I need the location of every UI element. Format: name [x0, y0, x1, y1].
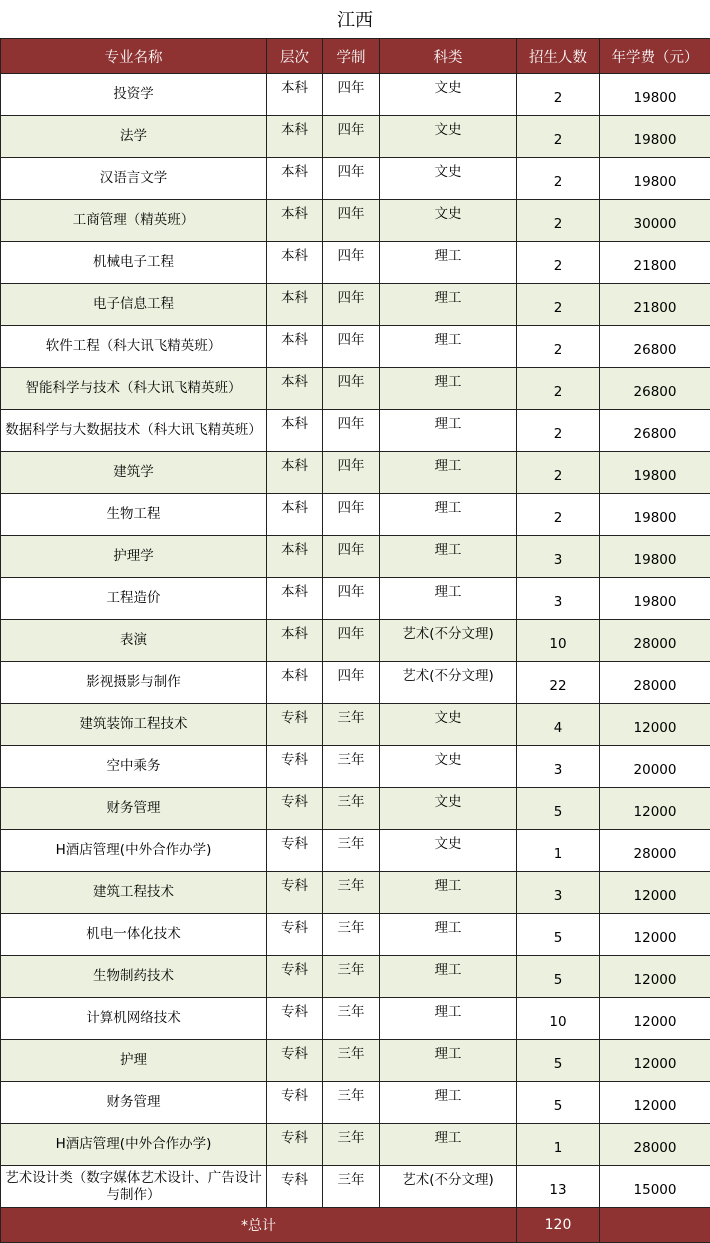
cell-level: 本科: [267, 74, 323, 116]
enrollment-table: [0, 38, 710, 1243]
cell-fee: 28000: [600, 662, 710, 704]
header-duration: 学制: [323, 39, 380, 74]
cell-category: 理工: [380, 998, 517, 1040]
cell-count: 2: [517, 200, 600, 242]
cell-major: 数据科学与大数据技术（科大讯飞精英班）: [1, 410, 267, 452]
cell-level: 本科: [267, 242, 323, 284]
cell-major: H酒店管理(中外合作办学): [1, 830, 267, 872]
cell-count: 10: [517, 998, 600, 1040]
cell-fee: 12000: [600, 1082, 710, 1124]
cell-fee: 20000: [600, 746, 710, 788]
header-row: [1, 39, 710, 74]
table-row: [1, 1082, 710, 1124]
table-row: [1, 452, 710, 494]
cell-duration: 三年: [323, 872, 380, 914]
cell-count: 5: [517, 914, 600, 956]
cell-duration: 四年: [323, 284, 380, 326]
cell-count: 22: [517, 662, 600, 704]
cell-duration: 四年: [323, 368, 380, 410]
cell-level: 专科: [267, 1040, 323, 1082]
cell-category: 文史: [380, 74, 517, 116]
cell-count: 3: [517, 536, 600, 578]
cell-count: 1: [517, 830, 600, 872]
cell-duration: 四年: [323, 158, 380, 200]
cell-duration: 四年: [323, 662, 380, 704]
header-fee: 年学费（元）: [600, 39, 710, 74]
cell-major: 工商管理（精英班）: [1, 200, 267, 242]
cell-fee: 19800: [600, 494, 710, 536]
cell-count: 5: [517, 956, 600, 998]
cell-level: 专科: [267, 1166, 323, 1208]
cell-fee: 12000: [600, 872, 710, 914]
cell-count: 5: [517, 788, 600, 830]
cell-duration: 三年: [323, 1082, 380, 1124]
table-row: [1, 200, 710, 242]
table-row: [1, 956, 710, 998]
cell-duration: 三年: [323, 956, 380, 998]
cell-category: 文史: [380, 200, 517, 242]
cell-duration: 三年: [323, 830, 380, 872]
cell-category: 理工: [380, 494, 517, 536]
cell-major: 财务管理: [1, 1082, 267, 1124]
cell-major: 机械电子工程: [1, 242, 267, 284]
cell-category: 理工: [380, 326, 517, 368]
cell-duration: 四年: [323, 242, 380, 284]
total-count: 120: [517, 1208, 600, 1243]
cell-category: 文史: [380, 830, 517, 872]
table-row: [1, 1166, 710, 1208]
cell-count: 3: [517, 872, 600, 914]
cell-major: 计算机网络技术: [1, 998, 267, 1040]
cell-major: 护理: [1, 1040, 267, 1082]
cell-duration: 三年: [323, 998, 380, 1040]
cell-count: 2: [517, 326, 600, 368]
cell-category: 理工: [380, 578, 517, 620]
cell-level: 专科: [267, 998, 323, 1040]
cell-fee: 26800: [600, 368, 710, 410]
cell-category: 文史: [380, 704, 517, 746]
cell-fee: 28000: [600, 620, 710, 662]
cell-count: 2: [517, 116, 600, 158]
table-row: [1, 620, 710, 662]
table-row: [1, 998, 710, 1040]
cell-major: 财务管理: [1, 788, 267, 830]
cell-fee: 26800: [600, 326, 710, 368]
cell-count: 2: [517, 410, 600, 452]
table-row: [1, 158, 710, 200]
table-row: [1, 74, 710, 116]
cell-level: 本科: [267, 116, 323, 158]
cell-category: 理工: [380, 1040, 517, 1082]
table-row: [1, 788, 710, 830]
table-row: [1, 830, 710, 872]
cell-duration: 四年: [323, 536, 380, 578]
cell-level: 专科: [267, 746, 323, 788]
cell-level: 本科: [267, 326, 323, 368]
cell-major: 艺术设计类（数字媒体艺术设计、广告设计与制作）: [1, 1166, 267, 1208]
cell-duration: 三年: [323, 788, 380, 830]
cell-duration: 三年: [323, 746, 380, 788]
cell-duration: 四年: [323, 116, 380, 158]
cell-major: 建筑学: [1, 452, 267, 494]
table-row: [1, 746, 710, 788]
cell-fee: 12000: [600, 914, 710, 956]
cell-fee: 19800: [600, 116, 710, 158]
cell-fee: 19800: [600, 74, 710, 116]
cell-level: 专科: [267, 830, 323, 872]
cell-category: 文史: [380, 158, 517, 200]
cell-duration: 四年: [323, 326, 380, 368]
header-count: 招生人数: [517, 39, 600, 74]
cell-count: 5: [517, 1082, 600, 1124]
total-empty: [600, 1208, 710, 1243]
cell-category: 艺术(不分文理): [380, 620, 517, 662]
table-row: [1, 1040, 710, 1082]
cell-fee: 19800: [600, 158, 710, 200]
cell-fee: 15000: [600, 1166, 710, 1208]
cell-level: 本科: [267, 410, 323, 452]
table-row: [1, 284, 710, 326]
sheet-title: 江西: [0, 0, 710, 38]
table-row: [1, 116, 710, 158]
cell-count: 2: [517, 242, 600, 284]
table-row: [1, 536, 710, 578]
cell-level: 本科: [267, 494, 323, 536]
cell-level: 本科: [267, 200, 323, 242]
cell-level: 专科: [267, 1124, 323, 1166]
cell-major: 生物制药技术: [1, 956, 267, 998]
cell-fee: 26800: [600, 410, 710, 452]
cell-category: 理工: [380, 1124, 517, 1166]
cell-duration: 四年: [323, 578, 380, 620]
cell-level: 本科: [267, 662, 323, 704]
cell-level: 专科: [267, 1082, 323, 1124]
table-row: [1, 326, 710, 368]
cell-major: 投资学: [1, 74, 267, 116]
cell-level: 本科: [267, 284, 323, 326]
cell-level: 专科: [267, 956, 323, 998]
cell-duration: 四年: [323, 620, 380, 662]
cell-fee: 21800: [600, 242, 710, 284]
cell-fee: 30000: [600, 200, 710, 242]
cell-level: 本科: [267, 368, 323, 410]
cell-duration: 三年: [323, 704, 380, 746]
cell-count: 4: [517, 704, 600, 746]
cell-category: 理工: [380, 242, 517, 284]
cell-fee: 28000: [600, 1124, 710, 1166]
cell-level: 本科: [267, 578, 323, 620]
cell-count: 2: [517, 74, 600, 116]
cell-duration: 三年: [323, 1166, 380, 1208]
cell-level: 本科: [267, 536, 323, 578]
cell-category: 理工: [380, 956, 517, 998]
cell-category: 艺术(不分文理): [380, 1166, 517, 1208]
cell-major: 法学: [1, 116, 267, 158]
cell-count: 2: [517, 452, 600, 494]
cell-major: 工程造价: [1, 578, 267, 620]
cell-level: 本科: [267, 452, 323, 494]
table-row: [1, 914, 710, 956]
cell-major: H酒店管理(中外合作办学): [1, 1124, 267, 1166]
cell-category: 理工: [380, 1082, 517, 1124]
cell-count: 5: [517, 1040, 600, 1082]
cell-major: 汉语言文学: [1, 158, 267, 200]
cell-major: 机电一体化技术: [1, 914, 267, 956]
table-row: [1, 1124, 710, 1166]
cell-fee: 12000: [600, 956, 710, 998]
cell-major: 建筑装饰工程技术: [1, 704, 267, 746]
cell-major: 影视摄影与制作: [1, 662, 267, 704]
cell-count: 1: [517, 1124, 600, 1166]
cell-category: 理工: [380, 452, 517, 494]
table-row: [1, 410, 710, 452]
table-row: [1, 578, 710, 620]
table-row: [1, 242, 710, 284]
cell-category: 理工: [380, 410, 517, 452]
table-row: [1, 494, 710, 536]
cell-fee: 21800: [600, 284, 710, 326]
cell-count: 3: [517, 746, 600, 788]
cell-major: 建筑工程技术: [1, 872, 267, 914]
cell-duration: 三年: [323, 1124, 380, 1166]
cell-fee: 19800: [600, 536, 710, 578]
cell-count: 10: [517, 620, 600, 662]
cell-count: 2: [517, 368, 600, 410]
cell-fee: 12000: [600, 998, 710, 1040]
cell-level: 本科: [267, 158, 323, 200]
cell-duration: 四年: [323, 410, 380, 452]
header-category: 科类: [380, 39, 517, 74]
cell-count: 13: [517, 1166, 600, 1208]
cell-category: 理工: [380, 536, 517, 578]
cell-category: 文史: [380, 746, 517, 788]
cell-fee: 12000: [600, 788, 710, 830]
header-major: 专业名称: [1, 39, 267, 74]
cell-major: 表演: [1, 620, 267, 662]
cell-major: 软件工程（科大讯飞精英班）: [1, 326, 267, 368]
cell-duration: 四年: [323, 452, 380, 494]
cell-fee: 28000: [600, 830, 710, 872]
cell-category: 理工: [380, 914, 517, 956]
cell-count: 3: [517, 578, 600, 620]
cell-major: 空中乘务: [1, 746, 267, 788]
table-row: [1, 662, 710, 704]
cell-fee: 19800: [600, 452, 710, 494]
cell-level: 专科: [267, 872, 323, 914]
cell-level: 本科: [267, 620, 323, 662]
cell-level: 专科: [267, 914, 323, 956]
cell-duration: 四年: [323, 494, 380, 536]
cell-major: 生物工程: [1, 494, 267, 536]
table-row: [1, 872, 710, 914]
cell-major: 护理学: [1, 536, 267, 578]
cell-duration: 四年: [323, 200, 380, 242]
cell-major: 智能科学与技术（科大讯飞精英班）: [1, 368, 267, 410]
cell-major: 电子信息工程: [1, 284, 267, 326]
cell-category: 艺术(不分文理): [380, 662, 517, 704]
table-row: [1, 368, 710, 410]
cell-fee: 12000: [600, 1040, 710, 1082]
cell-category: 文史: [380, 116, 517, 158]
header-level: 层次: [267, 39, 323, 74]
cell-level: 专科: [267, 788, 323, 830]
cell-fee: 19800: [600, 578, 710, 620]
cell-category: 理工: [380, 872, 517, 914]
table-row: [1, 704, 710, 746]
cell-count: 2: [517, 284, 600, 326]
cell-level: 专科: [267, 704, 323, 746]
cell-fee: 12000: [600, 704, 710, 746]
cell-duration: 三年: [323, 1040, 380, 1082]
total-row: [1, 1208, 710, 1243]
cell-category: 文史: [380, 788, 517, 830]
cell-category: 理工: [380, 368, 517, 410]
cell-duration: 四年: [323, 74, 380, 116]
cell-count: 2: [517, 158, 600, 200]
total-label: *总计: [1, 1208, 517, 1243]
cell-duration: 三年: [323, 914, 380, 956]
cell-category: 理工: [380, 284, 517, 326]
cell-count: 2: [517, 494, 600, 536]
